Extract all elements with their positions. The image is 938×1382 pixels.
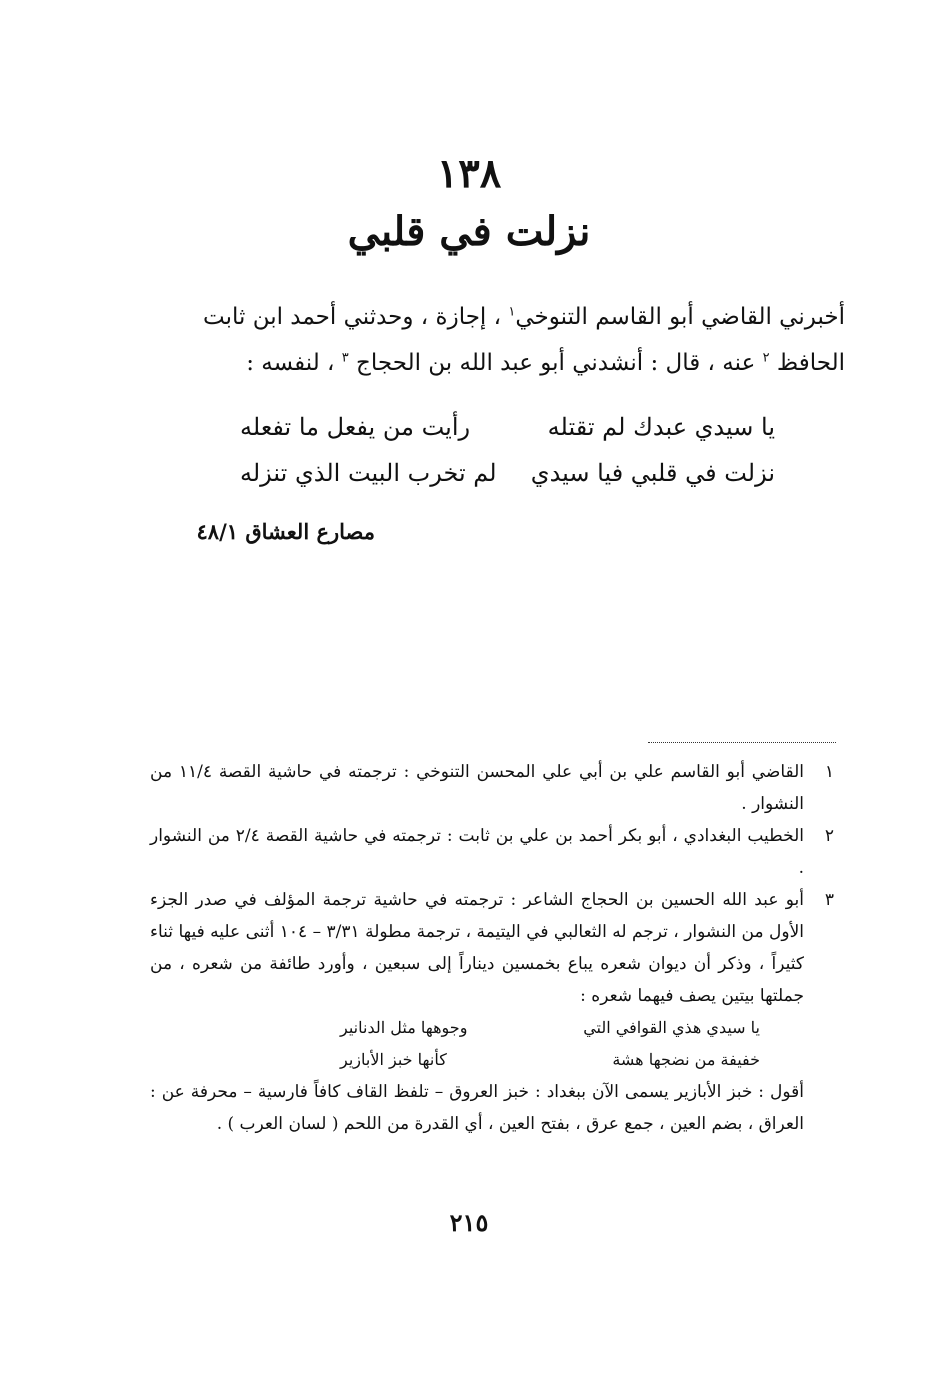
footnote-separator (648, 742, 836, 743)
footnote-poem (340, 1012, 840, 1076)
story-number: ١٣٨ (436, 150, 502, 197)
verse (240, 450, 775, 496)
footnote-text: القاضي أبو القاسم علي بن أبي علي المحسن التنوخي : ترجمته في حاشية القصة ١١/٤ من النشوار . (150, 762, 805, 814)
intro-line-2 (160, 340, 845, 386)
intro-text: ، لنفسه : (246, 350, 335, 376)
footnote-verse-second: كأنها خبز الأبازير (340, 1050, 447, 1069)
source-citation: مصارع العشاق ٤٨/١ (196, 519, 375, 544)
verse (240, 404, 775, 450)
footnote (150, 820, 840, 884)
poem (240, 404, 775, 496)
footnote-verse-first: خفيفة من نضجها هشة (612, 1050, 760, 1069)
footnote-verse (340, 1012, 760, 1044)
footnote-verse (340, 1044, 760, 1076)
footnote-text: الخطيب البغدادي ، أبو بكر أحمد بن علي بن ثابت : ترجمته في حاشية القصة ٢/٤ من النشوار . (150, 826, 804, 878)
verse-second-hemistich: لم تخرب البيت الذي تنزله (240, 459, 497, 487)
footnote-remark: أقول : خبز الأبازير يسمى الآن ببغداد : خبز العروق – تلفظ القاف كافاً فارسية – محرفة عن : العراق ، بضم العين ، جمع عرق ، بفتح العين ، أي القدرة من اللحم ( لسان العرب ) . (150, 1082, 804, 1134)
intro-text: ، إجازة ، وحدثني أحمد ابن ثابت (202, 304, 502, 330)
footnotes (150, 756, 840, 1140)
intro-line-1 (160, 294, 845, 340)
intro-text: أخبرني القاضي أبو القاسم التنوخي (515, 304, 845, 330)
footnote-ref: ٣ (341, 350, 349, 366)
intro-text: الحافظ (776, 350, 845, 376)
verse-first-hemistich: نزلت في قلبي فيا سيدي (530, 459, 775, 487)
footnote-number: ٢ (824, 826, 834, 846)
story-title: نزلت في قلبي (347, 208, 591, 255)
footnote-verse-first: يا سيدي هذي القوافي التي (583, 1018, 760, 1037)
page-number: ٢١٥ (449, 1208, 489, 1237)
footnote-ref: ٢ (762, 350, 770, 366)
intro-paragraph (160, 294, 845, 386)
footnote (150, 756, 840, 820)
footnote-text: أبو عبد الله الحسين بن الحجاج الشاعر : ترجمته في حاشية ترجمة المؤلف في صدر الجزء الأول من النشوار ، ترجم له الثعالبي في اليتيمة ، ترجمة مطولة ٣/٣١ – ١٠٤ أثنى عليه فيها ثناء كثيراً ، وذكر أن ديوان شعره يباع بخمسين ديناراً إلى سبعين ، وأورد طائفة من شعره ، من جملتها بيتين يصف فيهما شعره : (150, 890, 805, 1006)
footnote (150, 884, 840, 1012)
verse-second-hemistich: رأيت من يفعل ما تفعله (240, 413, 471, 441)
footnote-ref: ١ (508, 304, 516, 320)
intro-text: عنه ، قال : أنشدني أبو عبد الله بن الحجاج (356, 350, 756, 376)
verse-first-hemistich: يا سيدي عبدك لم تقتله (547, 413, 775, 441)
footnote-number: ١ (824, 762, 834, 782)
footnote-verse-second: وجوهها مثل الدنانير (340, 1018, 468, 1037)
footnote-number: ٣ (824, 890, 834, 910)
